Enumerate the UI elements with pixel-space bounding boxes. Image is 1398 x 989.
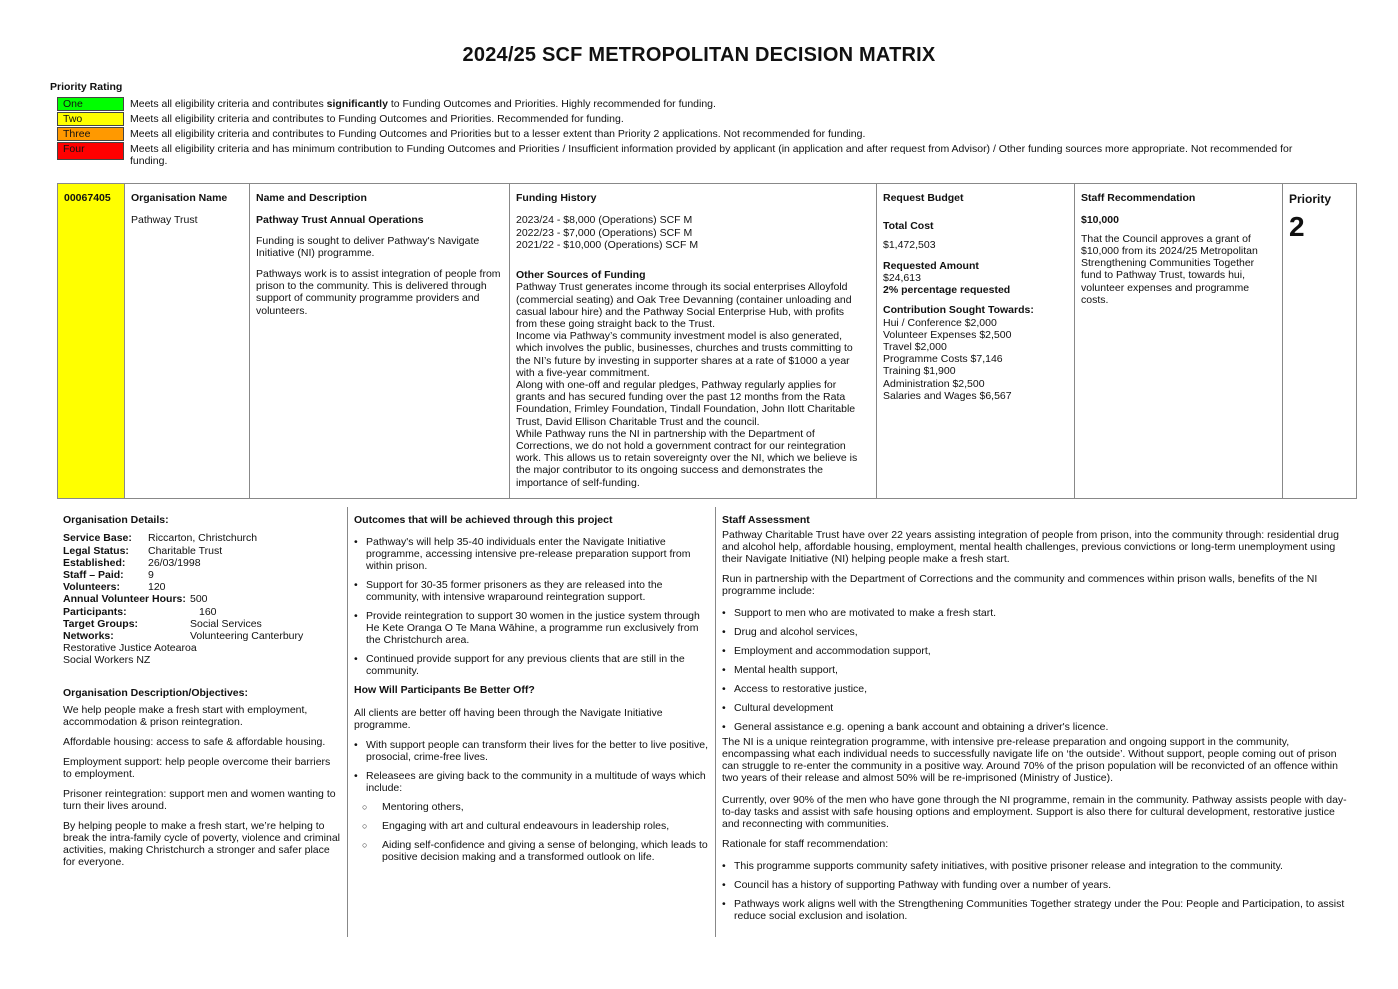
contribution-item: Volunteer Expenses $2,500 [883, 328, 1012, 341]
project-description-1: Funding is sought to deliver Pathway's Navigate Initiative (NI) programme. [256, 234, 480, 260]
legend-row-two [57, 112, 1322, 127]
funding-history-item: 2023/24 - $8,000 (Operations) SCF M [516, 214, 693, 227]
detail-row [63, 606, 341, 618]
contribution-item: Travel $2,000 [883, 340, 947, 353]
better-off-item: • Releasees are giving back to the community in a multitude of ways which include: [354, 770, 709, 794]
outcome-item: • Provide reintegration to support 30 women in the justice system through He Kete Oranga O Te Mana Wāhine, a programme run exclusively from the Christchurch area. [354, 610, 709, 646]
outcome-item: • Continued provide support for any previous clients that are still in the community. [354, 653, 709, 677]
better-off-intro: All clients are better off having been through the Navigate Initiative programme. [354, 706, 663, 731]
currently-paragraph: Currently, over 90% of the men who have gone through the NI programme, remain in the community. Pathway assists people with day-to-day tasks and assist with safe housing options and employment. Support is also there for cultural development, restorative justice and reconnecting with communities. [722, 794, 1347, 831]
detail-value: 9 [148, 568, 154, 581]
outcome-item: • Pathway's will help 35-40 individuals enter the Navigate Initiative programme, accessing intensive pre-release preparation support from within prison. [354, 536, 709, 572]
organisation-description-paragraph: Employment support: help people overcome their barriers to employment. [63, 755, 331, 780]
priority-heading: Priority [1289, 192, 1332, 206]
detail-label: Legal Status: [63, 544, 129, 557]
page-title: 2024/25 SCF METROPOLITAN DECISION MATRIX [462, 44, 936, 66]
detail-row [63, 532, 341, 544]
better-off-heading: How Will Participants Be Better Off? [354, 684, 535, 697]
contribution-list [883, 317, 1068, 402]
funding-history-list [516, 214, 870, 251]
detail-label: Staff – Paid: [63, 568, 124, 581]
organisation-details-list [63, 532, 341, 666]
better-off-sublist [362, 801, 709, 863]
funding-history-cell [510, 184, 877, 498]
detail-label: Participants: [63, 605, 127, 618]
detail-label: Volunteers: [63, 581, 120, 594]
other-sources-line: (commercial seating) and Oak Tree Devanning (container unloading and [516, 293, 852, 306]
funding-history-item: 2021/22 - $10,000 (Operations) SCF M [516, 238, 699, 251]
detail-label: Target Groups: [63, 617, 139, 630]
swatch-four: Four [57, 142, 124, 160]
detail-label: Established: [63, 556, 126, 569]
funding-history-heading: Funding History [516, 192, 597, 204]
benefit-item: • Access to restorative justice, [722, 683, 1351, 695]
network-extra: Social Workers NZ [63, 654, 151, 667]
organisation-details-column [57, 507, 348, 937]
swatch-three: Three [57, 127, 124, 141]
other-sources-line: casual labour hire) and the Pathway Social Enterprise Hub, with profits [516, 305, 845, 318]
assessment-section [57, 507, 1357, 937]
priority-rating-heading: Priority Rating [50, 81, 123, 93]
legend-text-one [124, 97, 716, 110]
detail-row [63, 557, 341, 569]
better-off-subitem: ○ Aiding self-confidence and giving a sense of belonging, which leads to positive decision making and a transformed outlook on life. [362, 839, 709, 863]
total-cost-label: Total Cost [883, 220, 934, 233]
rationale-item: • Council has a history of supporting Pathway with funding over a number of years. [722, 879, 1351, 891]
request-budget-heading: Request Budget [883, 192, 964, 204]
funding-history-item: 2022/23 - $7,000 (Operations) SCF M [516, 226, 693, 239]
other-sources-line: While Pathway runs the NI in partnership with the Department of [516, 427, 815, 440]
detail-label: Annual Volunteer Hours: [63, 593, 186, 606]
rationale-item: • Pathways work aligns well with the Strengthening Communities Together strategy under the Pou: People and Participation, to assist reduce social exclusion and isolation. [722, 898, 1351, 922]
better-off-list [354, 739, 709, 794]
organisation-details-heading: Organisation Details: [63, 514, 169, 526]
detail-value: 120 [148, 581, 166, 594]
staff-recommendation-text: That the Council approves a grant of $10,000 from its 2024/25 Metropolitan Strengthening Communities Together fund to Pathway Trust, towards hui, volunteer expenses and programme costs. [1081, 232, 1258, 306]
legend-row-three [57, 127, 1322, 142]
legend-text-one-post: to Funding Outcomes and Priorities. Highly recommended for funding. [387, 98, 716, 110]
other-sources-line: Foundation, Frimley Foundation, Tindall Foundation, John Ilott Charitable [516, 403, 856, 416]
staff-assessment-heading: Staff Assessment [722, 514, 810, 526]
contribution-heading: Contribution Sought Towards: [883, 304, 1034, 317]
organisation-description-paragraph: We help people make a fresh start with employment, accommodation & prison reintegration. [63, 703, 308, 728]
detail-value: 26/03/1998 [148, 556, 201, 569]
benefit-item: • General assistance e.g. opening a bank account and obtaining a driver's licence. [722, 721, 1351, 733]
other-sources-line: importance of self-funding. [516, 476, 640, 489]
legend-text-one-bold: significantly [326, 98, 388, 110]
other-sources-line: Corrections, we do not hold a government contract for our reintegration [516, 440, 846, 452]
requested-amount-value: $24,613 [883, 271, 921, 284]
detail-row [63, 569, 341, 581]
benefit-item: • Drug and alcohol services, [722, 626, 1351, 638]
benefit-item: • Cultural development [722, 702, 1351, 714]
project-name: Pathway Trust Annual Operations [256, 214, 424, 227]
outcomes-heading: Outcomes that will be achieved through this project [354, 514, 613, 526]
organisation-description-paragraph: By helping people to make a fresh start, we’re helping to break the intra-family cycle of poverty, violence and criminal activities, making Christchurch a stronger and safer place for everyone. [63, 819, 341, 868]
detail-value: 500 [190, 593, 208, 606]
priority-cell [1283, 184, 1356, 498]
contribution-item: Training $1,900 [883, 365, 956, 378]
decision-matrix-row [57, 183, 1357, 499]
legend-text-one-pre: Meets all eligibility criteria and contributes [130, 98, 327, 110]
legend-text-three: Meets all eligibility criteria and contributes to Funding Outcomes and Priorities but to a lesser extent than Priority 2 applications. Not recommended for funding. [130, 128, 866, 140]
outcome-item: • Support for 30-35 former prisoners as they are released into the community, with intensive wraparound reintegration support. [354, 579, 709, 603]
benefits-list [722, 607, 1351, 733]
staff-assessment-intro: Pathway Charitable Trust have over 22 years assisting integration of people from prison, into the community through: residential drug and alcohol help, affordable housing, employment, mental health challenges, previous convictions or long-term unemployment using their Navigate Initiative (NI) helping people make a fresh start. [722, 529, 1339, 566]
percentage-requested: 2% percentage requested [883, 284, 1011, 297]
other-sources-line: the NI’s future by investing in supporter shares at a rate of $1000 a year [516, 354, 850, 367]
organisation-description-paragraph: Prisoner reintegration: support men and women wanting to turn their lives around. [63, 787, 336, 812]
staff-recommendation-amount: $10,000 [1081, 214, 1119, 227]
detail-value: Volunteering Canterbury [190, 630, 304, 642]
contribution-item: Salaries and Wages $6,567 [883, 389, 1012, 402]
detail-row [63, 581, 341, 593]
name-description-heading: Name and Description [256, 192, 367, 204]
other-sources-line: with a five-year commitment. [516, 366, 650, 379]
legend-row-one [57, 97, 1322, 112]
swatch-two: Two [57, 112, 124, 126]
organisation-name: Pathway Trust [131, 214, 198, 227]
legend-text-four: Meets all eligibility criteria and has minimum contribution to Funding Outcomes and Priorities / Insufficient information provided by applicant (in application and after request from Advisor) / Other funding sources more appropriate. Not recommended for funding. [130, 143, 1293, 167]
rationale-list [722, 860, 1351, 922]
other-sources-line: grants and has secured funding over the past 12 months from the Rata [516, 391, 846, 404]
detail-value: Charitable Trust [148, 544, 223, 557]
requested-amount-label: Requested Amount [883, 259, 979, 272]
detail-value: Social Services [190, 617, 262, 630]
staff-recommendation-heading: Staff Recommendation [1081, 192, 1196, 204]
staff-assessment-column [716, 507, 1357, 937]
contribution-item: Administration $2,500 [883, 377, 985, 390]
other-sources-line: Along with one-off and regular pledges, Pathway regularly applies for [516, 378, 837, 391]
rationale-item: • This programme supports community safety initiatives, with positive prisoner release and integration to the community. [722, 860, 1351, 872]
better-off-subitem: ○ Engaging with art and cultural endeavours in leadership roles, [362, 820, 709, 832]
benefit-item: • Mental health support, [722, 664, 1351, 676]
detail-row [63, 618, 341, 630]
outcomes-column [348, 507, 716, 937]
other-sources-text [516, 281, 870, 488]
legend-row-four [57, 142, 1322, 167]
application-id: 00067405 [58, 184, 125, 498]
benefits-intro: Run in partnership with the Department of Corrections and the community and commences within prison walls, benefits of the NI programme include: [722, 573, 1318, 598]
organisation-description-heading: Organisation Description/Objectives: [63, 686, 248, 699]
detail-value: 160 [199, 605, 217, 618]
detail-value: Riccarton, Christchurch [148, 532, 258, 545]
other-sources-line: work. This allows us to retain sovereignty over the NI, which we believe is [516, 452, 858, 465]
staff-recommendation-cell [1075, 184, 1283, 498]
detail-label: Networks: [63, 630, 114, 642]
priority-legend [57, 97, 1322, 167]
other-sources-line: from these going straight back to the Trust. [516, 317, 716, 330]
benefit-item: • Employment and accommodation support, [722, 645, 1351, 657]
benefit-item: • Support to men who are motivated to make a fresh start. [722, 607, 1351, 619]
organisation-description-paragraph: Affordable housing: access to safe & affordable housing. [63, 735, 326, 748]
other-sources-line: Trust, David Ellison Charitable Trust and the council. [516, 415, 760, 428]
outcomes-list [354, 536, 709, 677]
better-off-subitem: ○ Mentoring others, [362, 801, 709, 813]
detail-row [63, 630, 341, 642]
ni-paragraph: The NI is a unique reintegration programme, with intensive pre-release preparation and ongoing support in the community, encompassing what each individual needs to successfully navigate life on ‘the outside’. Without support, people coming out of prison can struggle to re-enter the community in a positive way. Around 70% of the prison population will be reconvicted of an offence within two years of their release and almost 50% will be re-imprisoned (Ministry of Justice). [722, 736, 1338, 785]
swatch-one: One [57, 97, 124, 111]
detail-label: Service Base: [63, 532, 132, 545]
organisation-name-heading: Organisation Name [131, 192, 228, 204]
other-sources-line: Income via Pathway’s community investment model is also generated, [516, 330, 843, 343]
better-off-item: • With support people can transform their lives for the better to live positive, prosocial, crime-free lives. [354, 739, 709, 763]
other-sources-heading: Other Sources of Funding [516, 268, 646, 281]
legend-text-two: Meets all eligibility criteria and contributes to Funding Outcomes and Priorities. Recommended for funding. [130, 113, 624, 125]
rationale-heading: Rationale for staff recommendation: [722, 838, 889, 851]
total-cost-value: $1,472,503 [883, 239, 936, 252]
other-sources-line: the major contributor to its ongoing success and demonstrates the [516, 464, 824, 477]
contribution-item: Hui / Conference $2,000 [883, 316, 997, 329]
contribution-item: Programme Costs $7,146 [883, 353, 1003, 366]
detail-row [63, 593, 341, 605]
organisation-name-cell [125, 184, 250, 498]
project-description-2: Pathways work is to assist integration of people from prison to the community. This is delivered through support of community programme providers and volunteers. [256, 267, 501, 317]
priority-value: 2 [1289, 211, 1305, 243]
name-description-cell [250, 184, 510, 498]
network-extra: Restorative Justice Aotearoa [63, 642, 197, 655]
request-budget-cell [877, 184, 1075, 498]
other-sources-line: which involves the public, businesses, churches and trusts committing to [516, 342, 853, 355]
detail-row [63, 545, 341, 557]
other-sources-line: Pathway Trust generates income through its social enterprises Alloyfold [516, 281, 848, 294]
